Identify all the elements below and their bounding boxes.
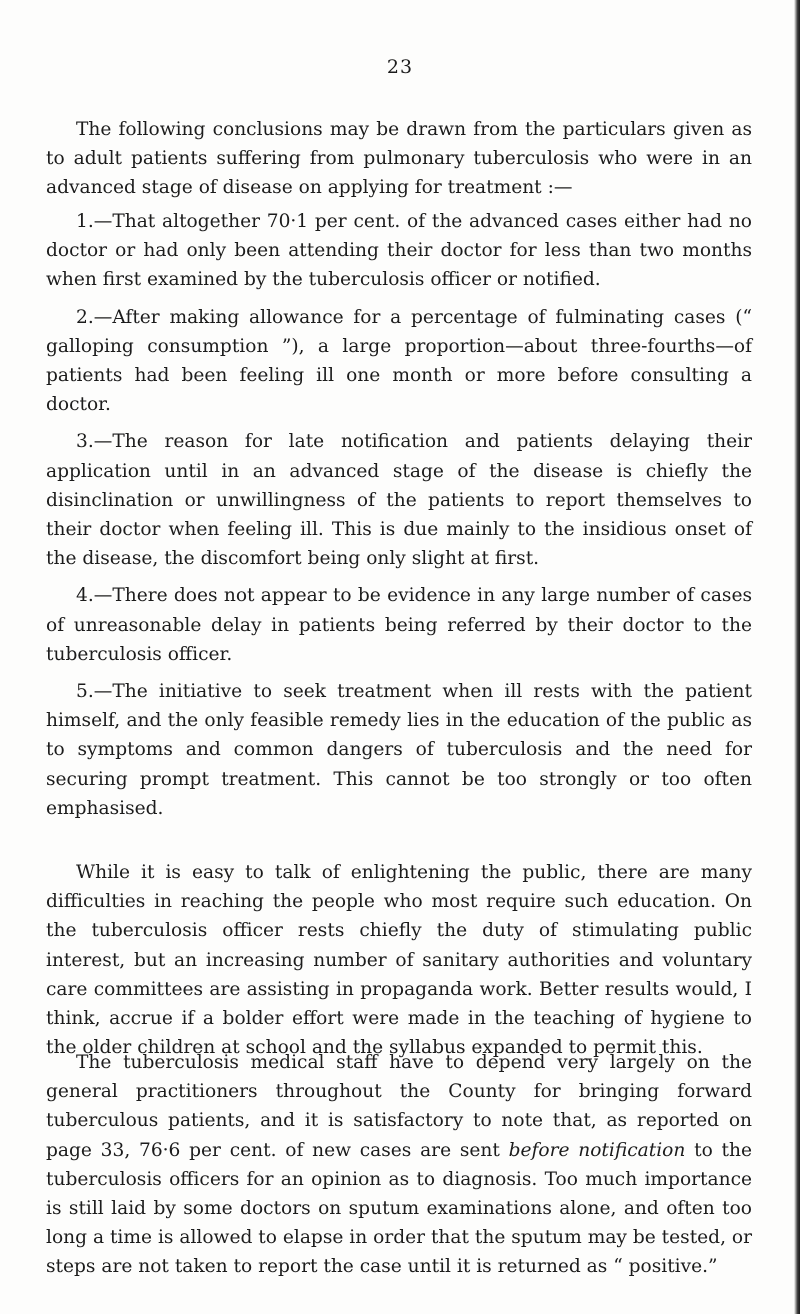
intro-text: The following conclusions may be drawn from the particulars given as to adult patients suffering from pulmonary tuberculosis who were in an advanced stage of disease on applying for treatment :—	[46, 119, 752, 199]
enlightening-paragraph	[46, 858, 752, 1062]
staff-text-italic: before notification	[508, 1139, 686, 1161]
conclusion-item: 4.—There does not appear to be evidence in any large number of cases of unreasonable delay in patients being referred by their doctor to the tuberculosis officer.	[46, 585, 752, 665]
page-edge-shadow	[794, 0, 800, 1314]
enlightening-text: While it is easy to talk of enlightening the public, there are many difficulties in reaching the people who most require such education. On the tuberculosis officer rests chiefly the duty of stimulating public interest, but an increasing number of sanitary authorities and voluntary care committees are assisting in propaganda work. Better results would, I think, accrue if a bolder effort were made in the teaching of hygiene to the older children at school and the syllabus expanded to permit this.	[46, 862, 752, 1059]
conclusion-item: 3.—The reason for late notification and patients delaying their application until in an advanced stage of the disease is chiefly the disinclination or unwillingness of the patients to report themselves to their doctor when feeling ill. This is due mainly to the insidious onset of the disease, the discomfort being only slight at first.	[46, 431, 752, 570]
conclusion-item: 1.—That altogether 70·1 per cent. of the advanced cases either had no doctor or had only been attending their doctor for less than two months when first examined by the tuberculosis officer or notified.	[46, 211, 752, 291]
page-number: 23	[386, 56, 414, 78]
staff-text-before: The tuberculosis medical staff have to depend very largely on the general practitioners throughout the County for bringing forward tuberculous patients, and it is satisfactory to note that, as reported on page 33, 76·6 per cent. of new cases are sent	[46, 1052, 752, 1161]
staff-text	[46, 1048, 752, 1282]
conclusions-list	[46, 207, 752, 831]
intro-paragraph	[46, 115, 752, 203]
conclusion-item: 5.—The initiative to seek treatment when ill rests with the patient himself, and the only feasible remedy lies in the education of the public as to symptoms and common dangers of tuberculosis and the need for securing prompt treatment. This cannot be too strongly or too often emphasised.	[46, 681, 752, 819]
staff-text-after: to the tuberculosis officers for an opinion as to diagnosis. Too much importance is still laid by some doctors on sputum examinations alone, and often too long a time is allowed to elapse in order that the sputum may be tested, or steps are not taken to report the case until it is returned as “ positive.”	[46, 1139, 752, 1278]
staff-paragraph	[46, 1048, 752, 1282]
conclusion-item: 2.—After making allowance for a percentage of fulminating cases (“ galloping consumption ”), a large proportion—about three-fourths—of patients had been feeling ill one month or more before consulting a doctor.	[46, 306, 752, 416]
